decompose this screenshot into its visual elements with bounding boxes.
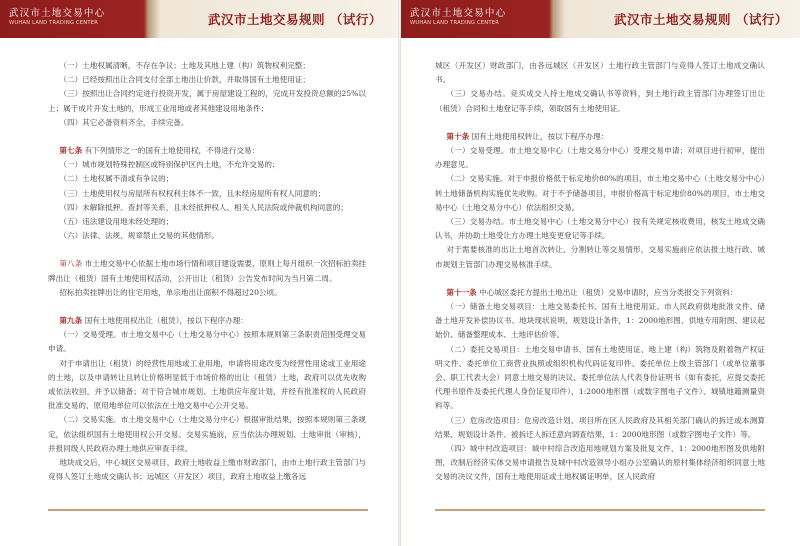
article-10-para: （二）交易实施。对于申报价格低于标定地价80%的项目，市土地交易中心（土地交易分中心）转土地储备机构实施优先收购。对于不予储备项目，申报价格高于标定地价80%的项目，市土地交易中心（土地交易分中心）依法组织交易。 (435, 174, 765, 212)
article-9-para: （二）交易实施。市土地交易中心（土地交易分中心）根据审批结果，按照本规则第三条规定，依法组织国有土地使用权公开交易。交易实施前，应当依法办理规划、土地审批（审核），并报同级人民政府办理土地供应审查手续。 (48, 415, 366, 453)
article-9-para: 对于申请出让（租赁）的经营性用地或工业用地，申请将用途改变为经营性用途或工业用途的土地，以及申请转让且转让价格明显低于市场价格的出让（租赁）土地，政府可以优先收购或依法收回，并予以储备；对于符合城市规划、土地供应年度计划，并经有批准权的人民政府批准交易的，原用地单位可以依法在土地交易中心公开交易。 (48, 358, 366, 411)
condition-line: （四）其它必备资料齐全，手续完备。 (59, 117, 189, 127)
article-11-para: （四）城中村改造项目：城中村综合改造用地规划方案及批复文件，1：2000地形图及供地附图，改制后经济实体交易申请报告及城中村改造领导小组办公室确认的原村集体经济组织同意土地交易的决议文件，国有土地使用证或土地权属证明单，区人民政府 (435, 444, 765, 482)
article-7-title: 第七条 (59, 146, 83, 156)
document-title: 武汉市土地交易规则 （试行） (208, 12, 382, 27)
article-11-para: （二）委托交易项目：土地交易申请书、国有土地使用证、地上建（构）筑物及附着物产权证明文件、委托单位工商营业执照或组织机构代码证复印件、委托单位上级主管部门（或单位董事会、职工代表大会）同意土地交易的决议、委托单位法人代表身份证明书（如有委托，应提交委托代理书原件及委托代理人身份证复印件），1:2000地形图（或数字图电子文件）、城镇地籍测量资料等。 (435, 344, 765, 411)
left-page-body (48, 59, 366, 484)
continued-para: （三）交易办结。竞买成交人持土地成交确认书等资料，到土地行政主管部门办理签订出让（租赁）合同和土地登记等手续，领取国有土地使用证。 (435, 89, 765, 113)
footer-rule (48, 509, 368, 511)
article-11-para: （三）危房改造项目：危房改造计划、项目所在区人民政府及其相关部门确认的拆迁或本测算结果、规划设计条件、被拆迁人拆迁意向调查结果，1：2000地形图（或数字图电子文件）等。 (435, 415, 765, 439)
right-page-body (435, 59, 765, 485)
article-9-title: 第九条 (59, 316, 83, 326)
condition-line: （一）土地权属清晰，不存在争议；土地及其地上建（构）筑物权利完整； (59, 61, 310, 70)
document-title: 武汉市土地交易规则 （试行） (614, 12, 788, 27)
article-7-item: （五）违法建设用地未经处理的； (59, 217, 174, 227)
article-8-text: 市土地交易中心依据土地市场行情和项目建设需要，原则上每月组织一次招标拍卖挂牌出让（租赁）国有土地使用权活动，公开出让（租赁）公告发布时间为当月第二周。 (48, 259, 367, 283)
article-8-title: 第八条 (59, 259, 83, 269)
right-page (400, 0, 800, 546)
article-7-item: （三）土地使用权与房屋所有权权利主体不一致，且未经房屋所有权人同意的； (59, 188, 326, 198)
condition-line: （三）按照出让合同约定进行投资开发，属于房屋建设工程的，完成开发投资总额的25%以上；属于成片开发土地的，形成工业用地或者其他建设用地条件； (48, 89, 366, 113)
article-9-para: 地块成交后，中心城区交易项目，政府土地收益上缴市财政部门，由市土地行政主管部门与竞得人签订土地成交确认书；远城区（开发区）项目，政府土地收益上缴各远 (48, 458, 366, 482)
condition-line: （二）已经按照出让合同支付全部土地出让价款，并取得国有土地使用证； (59, 75, 310, 85)
article-7-item: （六）法律、法规、规章禁止交易的其他情形。 (59, 231, 219, 241)
article-10-para: 对于需要核准的出让土地首次转让、分割转让等交易情形，交易实施前应依法报土地行政、城市规划主管部门办理交易核准手续。 (435, 245, 765, 269)
article-7-item: （二）土地权属不清或有争议的； (59, 174, 174, 184)
article-10-title: 第十条 (446, 131, 470, 141)
article-11 (435, 286, 765, 300)
article-7-intro: 有下列情形之一的国有土地使用权，不得进行交易： (84, 146, 260, 156)
article-9-para: （一）交易受理。市土地交易中心（土地交易分中心）按照本规则第三条职责范围受理交易申请。 (48, 330, 366, 354)
article-10-intro: 国有土地使用权转让，按以下程序办理： (471, 131, 609, 141)
logo-text-en: WUHAN LAND TRADING CENTER (410, 20, 500, 26)
article-10-para: （三）交易办结。市土地交易中心（土地交易分中心）按有关规定核收费用，核发土地成交确认书，并协助土地受让方办理土地变更登记等手续。 (435, 217, 765, 241)
article-9-intro: 国有土地使用权出让（租赁），按以下程序办理： (84, 316, 248, 326)
article-10-para: （一）交易受理。市土地交易中心（土地交易分中心）受理交易申请；对项目进行初审，提出办理意见。 (435, 146, 765, 170)
article-11-intro: 中心城区委托方提出土地出让（租赁）交易申请时，应当分类报交下列资料： (479, 287, 738, 297)
article-8-extra: 招标拍卖挂牌出让的住宅用地，单宗地出让面积不得超过20公顷。 (59, 287, 282, 297)
article-9 (48, 314, 366, 328)
page-header (0, 0, 400, 38)
article-7-item: （四）未解除抵押、查封等关系，且未经抵押权人、相关人民法院或仲裁机构同意的； (59, 202, 348, 212)
logo-text-cn: 武汉市土地交易中心 (410, 8, 507, 19)
article-8 (48, 257, 366, 285)
article-10 (435, 130, 765, 144)
article-11-title: 第十一条 (446, 287, 477, 297)
center-logo (410, 8, 506, 27)
continued-para: 城区（开发区）财政部门，由各远城区（开发区）土地行政主管部门与竞得人签订土地成交确认书。 (435, 61, 765, 85)
logo-text-cn: 武汉市土地交易中心 (9, 8, 106, 19)
center-logo (9, 8, 105, 27)
article-7 (48, 144, 366, 158)
footer-rule (435, 509, 765, 511)
logo-text-en: WUHAN LAND TRADING CENTER (9, 20, 99, 26)
page-header (401, 0, 800, 38)
article-7-item: （一）城市规划特殊控制区或特别保护区内土地，不允许交易的； (59, 160, 280, 170)
article-11-para: （一）储备土地交易项目：土地交易委托书、国有土地使用证、市人民政府供地批准文件、储备土地开发补偿协议书、地块现状说明、规划设计条件，1：2000地形图、供地专用附图、建议起始价、储备整理成本、土地评估价等。 (435, 302, 765, 340)
